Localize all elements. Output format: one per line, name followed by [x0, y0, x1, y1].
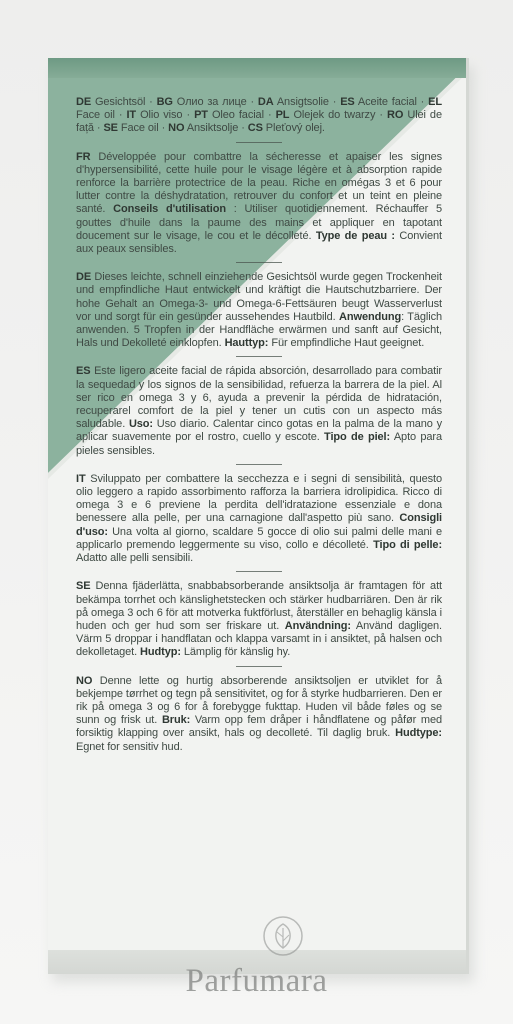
language-code: PT — [194, 109, 208, 122]
language-code: IT — [76, 472, 86, 485]
usage-text: : Täglich anwenden. 5 Tropfen in der Handfläche erwärmen und sanft auf Gesicht, Hals und Dekolleté einklopfen. — [76, 310, 442, 350]
section-divider — [236, 571, 282, 572]
skin-type-text: Convient aux peaux sensibles. — [76, 229, 442, 256]
language-code: DE — [76, 271, 92, 284]
skin-type-text: Apto para pieles sensibles. — [76, 431, 442, 457]
skin-type-label: Hudtype: — [395, 727, 442, 740]
language-code: DE — [76, 96, 92, 108]
language-code: EL — [428, 96, 442, 108]
section-divider — [236, 356, 282, 357]
description-text: Développée pour combattre la sécheresse et apaiser les signes d'hypersensibilité, cette huile pour le visage légère et à absorption rapide renforce la barrière protectrice de la peau. Riche en omégas 3 et 6 pour lutter contre la déshydratation, retrouver du confort et un teint en pleine santé. — [76, 150, 442, 216]
language-code: NO — [76, 674, 93, 687]
section-divider — [236, 666, 282, 667]
language-code: FR — [76, 150, 91, 163]
watermark-text: Parfumara — [185, 963, 328, 999]
section-divider — [236, 142, 282, 143]
section-it — [76, 473, 442, 565]
language-code: RO — [386, 109, 404, 122]
language-code: SE — [103, 122, 118, 135]
product-name: Olio viso · — [140, 109, 195, 122]
description-text: Denne lette og hurtig absorberende ansiktsoljen er utviklet for å bekjempe tørrhet og tegn på sensitivitet, og for å styrke hudbarrieren. Den er rik på omega 3 og 6 for å forebygge fukttap. Huden vil både føles og se sunn og frisk ut. — [76, 674, 442, 727]
skin-type-label: Tipo de piel: — [324, 431, 391, 444]
product-name: Pleťový olej. — [265, 122, 325, 135]
language-code: ES — [340, 96, 355, 108]
language-sections — [76, 142, 442, 754]
language-code: PL — [275, 109, 290, 122]
skin-type-label: Tipo di pelle: — [373, 538, 443, 551]
product-name: Ansiktsolje · — [186, 122, 248, 135]
section-es — [76, 365, 442, 457]
product-name: Face oil · — [76, 109, 127, 122]
section-no — [76, 675, 442, 754]
usage-label: Bruk: — [161, 714, 191, 727]
language-code: ES — [76, 365, 91, 378]
section-se — [76, 580, 442, 659]
product-name: Олио за лице · — [176, 96, 258, 108]
usage-text: Uso diario. Calentar cinco gotas en la palma de la mano y aplicar suavemente por el rostro, cuello y escote. — [76, 418, 442, 444]
usage-label: Användning: — [284, 619, 351, 632]
language-code: DA — [257, 96, 274, 108]
skin-type-text: Für empfindliche Haut geeignet. — [268, 337, 425, 350]
description-text: Este ligero aceite facial de rápida absorción, desarrollado para combatir la sequedad y los signos de la sensibilidad, refuerza la barrera de la piel. Al ser rico en omega 3 y 6, ayuda a prevenir la pérdida de hidratación, recuperarel comfort de la piel y tener un cutis con un aspecto más saludable. — [76, 365, 442, 431]
skin-type-text: Lämplig för känslig hy. — [180, 646, 291, 659]
language-code: CS — [247, 122, 263, 135]
skin-type-text: Egnet for sensitiv hud. — [76, 740, 183, 753]
product-name: Oleo facial · — [211, 109, 276, 122]
description-text: Denna fjäderlätta, snabbabsorberande ansiktsolja är framtagen för att bekämpa torrhet och känslighetstecken och stärker hudbarriären. Den är rik på omega 3 och 6 för att motverka fuktförlust, återställer en behaglig känsla i huden och ger hud som ser friskare ut. — [76, 580, 442, 632]
usage-label: Consigli d'uso: — [76, 512, 442, 538]
product-name: Ulei de față · — [76, 109, 442, 135]
product-names — [76, 96, 442, 136]
usage-text: : Utiliser quotidiennement. Réchauffer 5 gouttes d'huile dans la paume des mains et appliquer en tapotant doucement sur le visage, le cou et le décolleté. — [76, 203, 442, 242]
product-name: Face oil · — [120, 122, 169, 135]
usage-label: Anwendung — [339, 310, 402, 323]
product-name: Aceite facial · — [357, 96, 429, 108]
usage-label: Uso: — [128, 418, 153, 431]
section-fr — [76, 151, 442, 257]
section-de — [76, 271, 442, 350]
usage-text: Varm opp fem dråper i håndflatene og påfør med forsiktig klapping over ansikt, hals og decolleté. Til daglig bruk. — [76, 714, 442, 740]
label-text — [76, 96, 442, 758]
product-name: Gesichtsöl · — [94, 96, 157, 108]
language-code: SE — [76, 580, 91, 593]
skin-type-label: Hudtyp: — [140, 646, 181, 659]
product-box — [48, 58, 469, 974]
language-code: IT — [126, 109, 137, 122]
section-divider — [236, 464, 282, 465]
usage-text: Una volta al giorno, scaldare 5 gocce di olio sui palmi delle mani e applicarlo premendo leggermente su viso, collo e décolleté. — [76, 525, 442, 551]
language-code: NO — [168, 122, 185, 135]
skin-type-label: Type de peau : — [315, 229, 395, 242]
product-name: Ansigtsolie · — [276, 96, 341, 108]
language-code: BG — [156, 96, 173, 108]
skin-type-label: Hauttyp: — [224, 337, 269, 350]
product-name: Olejek do twarzy · — [293, 109, 387, 122]
description-text: Sviluppato per combattere la secchezza e i segni di sensibilità, questo olio leggero a rapido assorbimento rafforza la barriera idrolipidica. Ricco di omega 3 e 6 previene la perdita dell'idratazione essenziale e dona benessere alla pelle, per una carnagione dall'aspetto più sano. — [76, 472, 442, 525]
description-text: Dieses leichte, schnell einziehende Gesichtsöl wurde gegen Trockenheit und empfindliche Haut entwickelt und kräftigt die Hautschutzbarriere. Der hohe Gehalt an Omega-3- und Omega-6-Fettsäuren beugt Wasserverlust vor und sorgt für ein gesünder aussehendes Hautbild. — [76, 271, 442, 323]
box-top-flap — [48, 58, 466, 78]
box-bottom-strip — [48, 950, 466, 974]
section-divider — [236, 262, 282, 263]
usage-label: Conseils d'utilisation — [113, 203, 226, 216]
usage-text: Använd dagligen. Värm 5 droppar i handflatan och klappa varsamt in i ansiktet, på halsen och dekolletaget. — [76, 619, 442, 659]
skin-type-text: Adatto alle pelli sensibili. — [76, 552, 194, 565]
